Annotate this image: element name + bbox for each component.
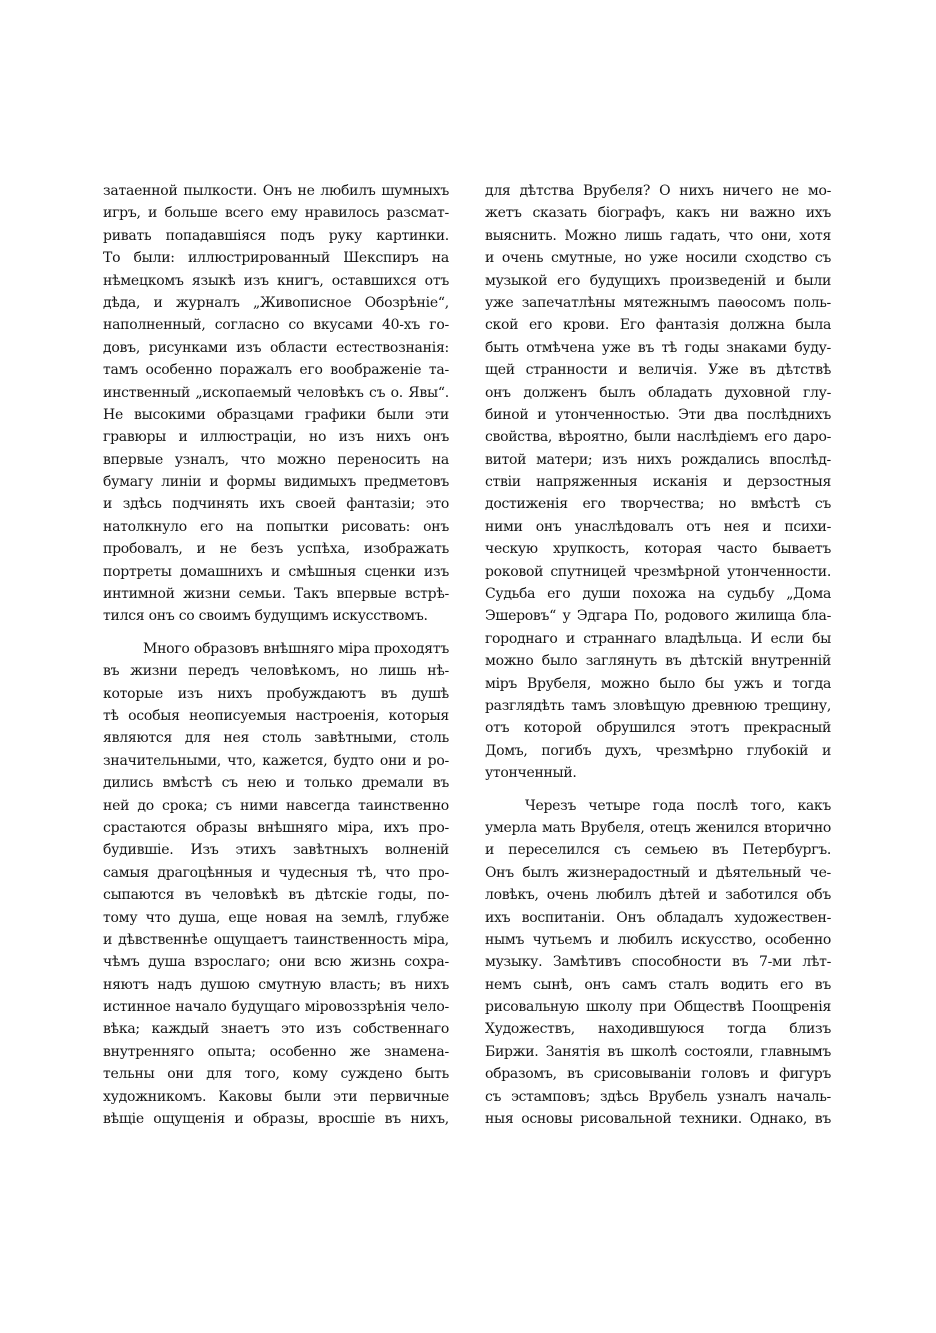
text-line: образомъ, въ срисовываніи головъ и фигуръ — [485, 1066, 831, 1083]
text-line: умерла мать Врубеля, отецъ женился вторично — [485, 819, 831, 836]
text-line: значительными, что, кажется, будто они и ро- — [103, 752, 449, 769]
text-line: свойства, вѣроятно, были наслѣдіемъ его даро- — [485, 429, 831, 446]
text-line: ской его крови. Его фантазія должна была — [485, 317, 831, 334]
text-line: инственный „ископаемый человѣкъ съ о. Явы“. — [103, 384, 449, 401]
text-line: утонченный. — [485, 765, 577, 782]
text-line: можно было заглянуть въ дѣтскій внутренній — [485, 653, 831, 670]
text-line: музыку. Замѣтивъ способности въ 7-ми лѣт- — [485, 954, 831, 971]
text-line: быть отмѣчена уже въ тѣ годы знаками буду- — [485, 339, 831, 356]
text-line: биной и утонченностью. Эти два послѣднихъ — [485, 406, 831, 423]
text-line: щей странности и величія. Уже въ дѣтствѣ — [485, 362, 831, 379]
text-line: достиженія его творчества; но вмѣстѣ съ — [485, 496, 831, 513]
text-line: интимной жизни семьи. Такъ впервые встрѣ- — [103, 586, 449, 603]
text-line: няютъ надъ душою смутную власть; въ нихъ — [103, 976, 449, 993]
text-line: витой матери; изъ нихъ рождались впослѣд- — [485, 451, 831, 468]
text-line: тому что душа, еще новая на землѣ, глубже — [103, 909, 449, 926]
text-line: Эшеровъ“ у Эдгара По, родового жилища бла- — [485, 608, 831, 625]
text-line: впервые узналъ, что можно переносить на — [103, 451, 449, 468]
text-line: жетъ сказать біографъ, какъ ни важно ихъ — [485, 205, 831, 222]
text-line: ней до срока; съ ними навсегда таинственно — [103, 797, 449, 814]
paragraph — [103, 638, 449, 1131]
text-line: бумагу линіи и формы видимыхъ предметовъ — [103, 474, 449, 491]
text-line: ловѣкъ, очень любилъ дѣтей и заботился объ — [485, 887, 831, 904]
text-line: будившіе. Изъ этихъ завѣтныхъ волненій — [103, 842, 449, 859]
text-line: Биржи. Занятія въ школѣ состояли, главнымъ — [485, 1043, 831, 1060]
text-line: Художествъ, находившуюся тогда близъ — [485, 1021, 831, 1038]
text-line: разглядѣть тамъ зловѣщую древнюю трещину, — [485, 697, 831, 714]
text-line: ихъ воспитаніи. Онъ обладалъ художествен- — [485, 909, 831, 926]
text-line: тамъ особенно поражалъ его воображеніе та- — [103, 362, 449, 379]
text-line: художникомъ. Каковы были эти первичные — [103, 1088, 449, 1105]
text-line: являются для нея столь завѣтными, столь — [103, 730, 449, 747]
text-line: Судьба его души похожа на судьбу „Дома — [485, 586, 831, 603]
text-line: съ эстамповъ; здѣсь Врубель узналъ началь- — [485, 1088, 831, 1105]
text-column-right — [485, 180, 831, 1130]
text-line: ныя основы рисовальной техники. Однако, въ — [485, 1111, 831, 1128]
text-line: дѣда, и журналъ „Живописное Обозрѣніе“, — [103, 294, 449, 311]
text-line: немъ сынѣ, онъ самъ сталъ водить его въ — [485, 976, 831, 993]
text-line: міръ Врубеля, можно было бы ужъ и тогда — [485, 675, 831, 692]
text-column-left — [103, 180, 449, 1130]
text-line: самыя драгоцѣнныя и чудесныя тѣ, что про- — [103, 864, 449, 881]
text-line: пробовалъ, и не безъ успѣха, изображать — [103, 541, 449, 558]
text-line: музыкой его будущихъ произведеній и были — [485, 272, 831, 289]
text-line: внутренняго опыта; особенно же знамена- — [103, 1043, 449, 1060]
text-line: чѣмъ душа взрослаго; они всю жизнь сохра- — [103, 954, 449, 971]
text-line: тился онъ со своимъ будущимъ искусствомъ. — [103, 608, 428, 625]
text-line: и переселился съ семьею въ Петербургъ. — [485, 842, 831, 859]
text-line: Онъ былъ жизнерадостный и дѣятельный че- — [485, 864, 831, 881]
text-line: нѣмецкомъ языкѣ изъ книгъ, оставшихся отъ — [103, 272, 449, 289]
text-line: гравюры и иллюстраціи, но изъ нихъ онъ — [103, 429, 449, 446]
text-line: выяснить. Можно лишь гадать, что они, хотя — [485, 227, 831, 244]
text-line: вѣка; каждый знаетъ это изъ собственнаго — [103, 1021, 449, 1038]
text-line: сыпаются въ человѣкѣ въ дѣтскіе годы, по- — [103, 887, 449, 904]
text-line: Не высокими образцами графики были эти — [103, 406, 449, 423]
text-line: срастаются образы внѣшняго міра, ихъ про- — [103, 819, 449, 836]
text-line: и очень смутные, но уже носили сходство съ — [485, 250, 831, 267]
text-line: и здѣсь подчинять ихъ своей фантазіи; это — [103, 496, 449, 513]
text-line: портреты домашнихъ и смѣшныя сценки изъ — [103, 563, 449, 580]
text-line: Много образовъ внѣшняго міра проходятъ — [143, 640, 449, 657]
text-line: довъ, рисунками изъ области естествознанія: — [103, 339, 449, 356]
text-line: дились вмѣстѣ съ нею и только дремали въ — [103, 775, 449, 792]
paragraph — [103, 180, 449, 628]
text-line: онъ долженъ былъ обладать духовной глу- — [485, 384, 831, 401]
text-line: То были: иллюстрированный Шекспиръ на — [103, 250, 449, 267]
text-line: и дѣвственнѣе ощущаетъ таинственность міра, — [103, 931, 449, 948]
text-line: городнаго и страннаго владѣльца. И если бы — [485, 630, 831, 647]
text-line: отъ которой обрушился этотъ прекрасный — [485, 720, 831, 737]
text-line: рисовальную школу при Обществѣ Поощренія — [485, 999, 831, 1016]
paragraph — [485, 795, 831, 1131]
text-line: ними онъ унаслѣдовалъ отъ нея и психи- — [485, 518, 831, 535]
text-line: натолкнуло его на попытки рисовать: онъ — [103, 518, 449, 535]
text-line: которые изъ нихъ пробуждаютъ въ душѣ — [103, 685, 449, 702]
text-line: въ жизни передъ человѣкомъ, но лишь нѣ- — [103, 663, 449, 680]
text-line: Домъ, погибъ духъ, чрезмѣрно глубокій и — [485, 742, 831, 759]
text-line: уже запечатлѣны мятежнымъ паѳосомъ поль- — [485, 294, 831, 311]
text-line: затаенной пылкости. Онъ не любилъ шумныхъ — [103, 183, 449, 199]
paragraph — [485, 180, 831, 785]
text-line: ческую хрупкость, которая часто бываетъ — [485, 541, 831, 558]
text-line: роковой спутницей чрезмѣрной утонченности. — [485, 563, 831, 580]
text-line: ствіи напряженныя исканія и дерзостныя — [485, 474, 831, 491]
text-line: истинное начало будущаго міровоззрѣнія чело- — [103, 999, 449, 1016]
text-line: игръ, и больше всего ему нравилось разсмат- — [103, 205, 449, 222]
text-line: тельны они для того, кому суждено быть — [103, 1066, 449, 1083]
text-line: Черезъ четыре года послѣ того, какъ — [525, 797, 831, 814]
text-line: наполненный, согласно со вкусами 40-хъ го- — [103, 317, 449, 334]
text-line: вѣщіе ощущенія и образы, вросшіе въ нихъ, — [103, 1111, 449, 1128]
text-line: тѣ особыя неописуемыя настроенія, которыя — [103, 707, 449, 724]
text-line: ривать попадавшіяся подъ руку картинки. — [103, 227, 449, 244]
text-line: для дѣтства Врубеля? О нихъ ничего не мо- — [485, 183, 831, 199]
text-line: нымъ чутьемъ и любилъ искусство, особенно — [485, 931, 831, 948]
